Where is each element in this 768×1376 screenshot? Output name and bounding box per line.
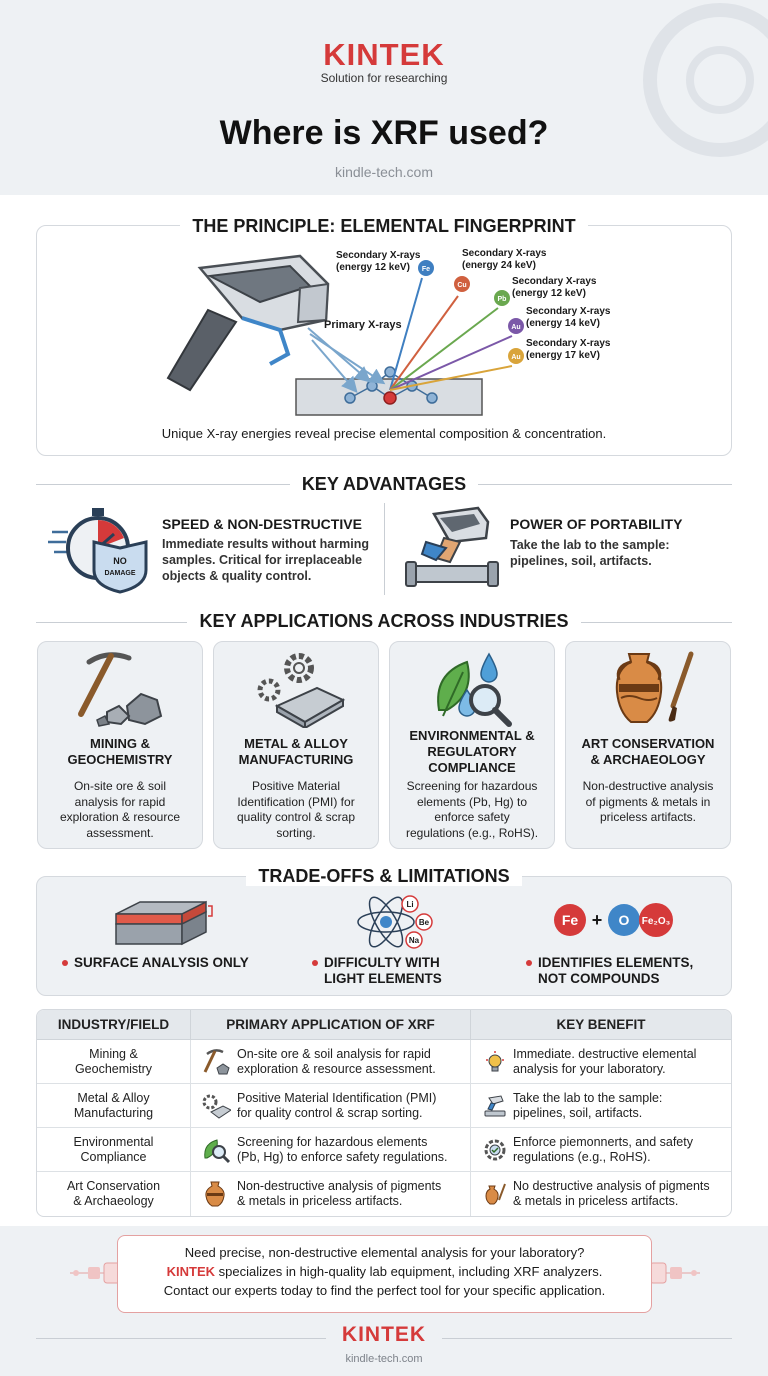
advantage-title-speed: SPEED & NON-DESTRUCTIVE — [162, 516, 362, 532]
compound-equation-icon — [552, 902, 712, 938]
table-cell: for quality control & scrap sorting. — [237, 1105, 423, 1120]
app-card-mining — [37, 641, 203, 849]
table-row — [37, 1040, 731, 1084]
secondary-xray-energy: (energy 14 keV) — [526, 318, 600, 329]
app-title-line: MINING & — [90, 736, 150, 751]
app-title-line: ART CONSERVATION — [581, 736, 715, 751]
app-title-line: GEOCHEMISTRY — [67, 752, 173, 767]
table-header-cell: INDUSTRY/FIELD — [37, 1010, 191, 1039]
table-cell: Screening for hazardous elements — [237, 1134, 428, 1149]
applications-title: KEY APPLICATIONS ACROSS INDUSTRIES — [0, 611, 768, 632]
table-cell: regulations (e.g., RoHS). — [513, 1149, 651, 1164]
app-title-line: MANUFACTURING — [238, 752, 354, 767]
secondary-xray-label: Secondary X-rays — [512, 276, 597, 287]
table-cell: Positive Material Identification (PMI) — [237, 1090, 437, 1105]
secondary-xray-energy: (energy 17 keV) — [526, 350, 600, 361]
app-text-line: Non-destructive analysis — [582, 779, 714, 793]
app-title-line: & ARCHAEOLOGY — [590, 752, 706, 767]
app-text-line: regulations (e.g., RoHS). — [405, 825, 539, 840]
element-symbol: Cu — [457, 282, 467, 289]
app-text-line: exploration & resource — [59, 810, 181, 824]
table-cell: On-site ore & soil analysis for rapid — [237, 1046, 431, 1061]
secondary-xray-energy: (energy 12 keV) — [336, 262, 410, 273]
lightbulb-icon — [483, 1050, 507, 1074]
cta-line-1: Need precise, non-destructive elemental analysis for your laboratory? — [184, 1245, 585, 1260]
app-card-environmental — [389, 641, 555, 849]
limitations-title: TRADE-OFFS & LIMITATIONS — [0, 866, 768, 887]
advantage-text-speed: Immediate results without harming samples. Critical for irreplaceable objects & quality control. — [162, 537, 369, 583]
gear-ingot-icon — [201, 1092, 231, 1120]
table-row — [37, 1084, 731, 1128]
gears-ingot-icon — [247, 650, 347, 728]
limitation-light-elements: DIFFICULTY WITH LIGHT ELEMENTS — [312, 955, 442, 987]
atom-light-elements-icon — [352, 890, 442, 952]
table-header-cell: KEY BENEFIT — [556, 1017, 646, 1032]
handheld-pipe-icon — [404, 504, 500, 590]
pickaxe-rocks-icon — [71, 650, 171, 728]
app-text-line: assessment. — [86, 825, 154, 840]
app-text-line: of pigments & metals in — [585, 794, 711, 809]
cta-box — [117, 1235, 652, 1313]
table-row — [37, 1128, 731, 1172]
advantage-title-portability: POWER OF PORTABILITY — [510, 516, 683, 532]
table-cell: exploration & resource assessment. — [237, 1061, 436, 1076]
element-symbol: Pb — [497, 296, 507, 303]
svg-text:NO: NO — [113, 556, 127, 566]
table-cell: Art Conservation — [66, 1179, 161, 1193]
summary-table — [36, 1009, 732, 1217]
limitation-compounds: IDENTIFIES ELEMENTS, NOT COMPOUNDS — [526, 955, 693, 987]
app-title-line: COMPLIANCE — [428, 760, 516, 775]
decorative-gear-icon — [590, 0, 768, 190]
header-band — [0, 0, 768, 195]
svg-text:Li: Li — [406, 900, 414, 909]
table-cell: (Pb, Hg) to enforce safety regulations. — [237, 1149, 448, 1164]
secondary-xray-label: Secondary X-rays — [526, 338, 611, 349]
brand-logo: KINTEK — [323, 37, 445, 72]
table-cell: Mining & — [89, 1046, 138, 1061]
surface-layer-icon — [110, 900, 220, 954]
table-cell: Enforce piemonnerts, and safety — [513, 1134, 693, 1149]
table-cell: Non-destructive analysis of pigments — [237, 1179, 442, 1193]
vase-brush-icon — [483, 1182, 507, 1206]
table-cell: analysis for your laboratory. — [513, 1061, 666, 1076]
brand-tagline: Solution for researching — [320, 71, 448, 85]
secondary-xray-label: Secondary X-rays — [526, 306, 611, 317]
app-text-line: Screening for hazardous — [406, 779, 538, 793]
table-cell: Environmental — [73, 1134, 154, 1149]
cta-connector-left — [70, 1262, 120, 1284]
table-cell: & metals in priceless artifacts. — [513, 1194, 679, 1208]
app-card-metal — [213, 641, 379, 849]
svg-text:O: O — [618, 912, 630, 928]
app-title-line: ENVIRONMENTAL & — [409, 728, 535, 743]
footer-brand-logo: KINTEK — [341, 1323, 427, 1346]
svg-text:DAMAGE: DAMAGE — [104, 570, 136, 577]
principle-title: THE PRINCIPLE: ELEMENTAL FINGERPRINT — [0, 216, 768, 237]
cta-line-3: Contact our experts today to find the perfect tool for your specific application. — [163, 1283, 606, 1298]
page-title: Where is XRF used? — [219, 114, 549, 152]
app-text-line: quality control & scrap — [236, 810, 356, 824]
app-text-line: priceless artifacts. — [599, 810, 697, 824]
table-cell: & Archaeology — [73, 1194, 154, 1208]
app-card-art — [565, 641, 731, 849]
table-cell: Compliance — [80, 1149, 147, 1164]
svg-text:Fe: Fe — [561, 912, 579, 928]
table-row — [37, 1172, 731, 1216]
table-cell: Take the lab to the sample: — [513, 1090, 663, 1105]
limitation-surface: SURFACE ANALYSIS ONLY — [62, 955, 249, 971]
secondary-xray-energy: (energy 24 keV) — [462, 260, 536, 271]
table-cell: No destructive analysis of pigments — [513, 1179, 710, 1193]
app-text-line: Positive Material — [251, 779, 341, 793]
leaf-drop-magnifier-icon — [423, 650, 523, 728]
table-cell: Geochemistry — [74, 1061, 153, 1076]
app-text-line: sorting. — [276, 825, 316, 840]
app-text-line: On-site ore & soil — [73, 779, 167, 793]
primary-xray-label: Primary X-rays — [324, 319, 402, 331]
cta-line-2: KINTEK specializes in high-quality lab equipment, including XRF analyzers. — [166, 1264, 603, 1279]
secondary-xray-arrow — [390, 278, 422, 390]
svg-text:Na: Na — [408, 936, 420, 945]
pickaxe-icon — [201, 1048, 231, 1076]
svg-text:+: + — [591, 910, 603, 930]
table-header — [37, 1010, 731, 1040]
principle-caption: Unique X-ray energies reveal precise elemental composition & concentration. — [161, 426, 607, 441]
table-header-cell: PRIMARY APPLICATION OF XRF — [191, 1010, 471, 1039]
svg-text:Be: Be — [418, 918, 430, 927]
gear-check-icon — [483, 1138, 507, 1162]
table-cell: Metal & Alloy — [77, 1090, 150, 1105]
app-text-line: Identification (PMI) for — [237, 794, 355, 809]
advantage-divider — [384, 503, 385, 595]
advantages-title: KEY ADVANTAGES — [0, 474, 768, 495]
app-title-line: REGULATORY — [427, 744, 517, 759]
app-text-line: analysis for rapid — [74, 794, 166, 809]
secondary-xray-label: Secondary X-rays — [336, 250, 421, 261]
handheld-analyzer-icon — [483, 1094, 507, 1118]
cta-connector-right — [650, 1262, 700, 1284]
amphora-brush-icon — [599, 650, 699, 728]
table-cell: & metals in priceless artifacts. — [237, 1194, 403, 1208]
site-url[interactable]: kindle-tech.com — [334, 164, 434, 180]
stopwatch-shield-icon — [48, 502, 158, 594]
element-symbol: Fe — [421, 266, 431, 273]
secondary-xray-label: Secondary X-rays — [462, 248, 547, 259]
table-cell: Manufacturing — [73, 1105, 154, 1120]
app-title-line: METAL & ALLOY — [244, 736, 348, 751]
xrf-diagram — [150, 248, 630, 420]
table-cell: pipelines, soil, artifacts. — [513, 1105, 643, 1120]
amphora-icon — [201, 1180, 231, 1208]
element-symbol: Au — [511, 324, 521, 331]
advantage-text-portability: Take the lab to the sample: pipelines, soil, artifacts. — [510, 538, 670, 568]
svg-text:Fe₂O₃: Fe₂O₃ — [641, 916, 671, 927]
footer-url[interactable]: kindle-tech.com — [345, 1353, 423, 1365]
table-cell: Immediate. destructive elemental — [513, 1046, 697, 1061]
app-text-line: elements (Pb, Hg) to — [416, 794, 528, 809]
secondary-xray-energy: (energy 12 keV) — [512, 288, 586, 299]
app-text-line: enforce safety — [434, 810, 510, 824]
leaf-magnifier-icon — [201, 1136, 231, 1164]
xrf-analyzer-icon — [168, 256, 328, 390]
element-symbol: Au — [511, 354, 521, 361]
